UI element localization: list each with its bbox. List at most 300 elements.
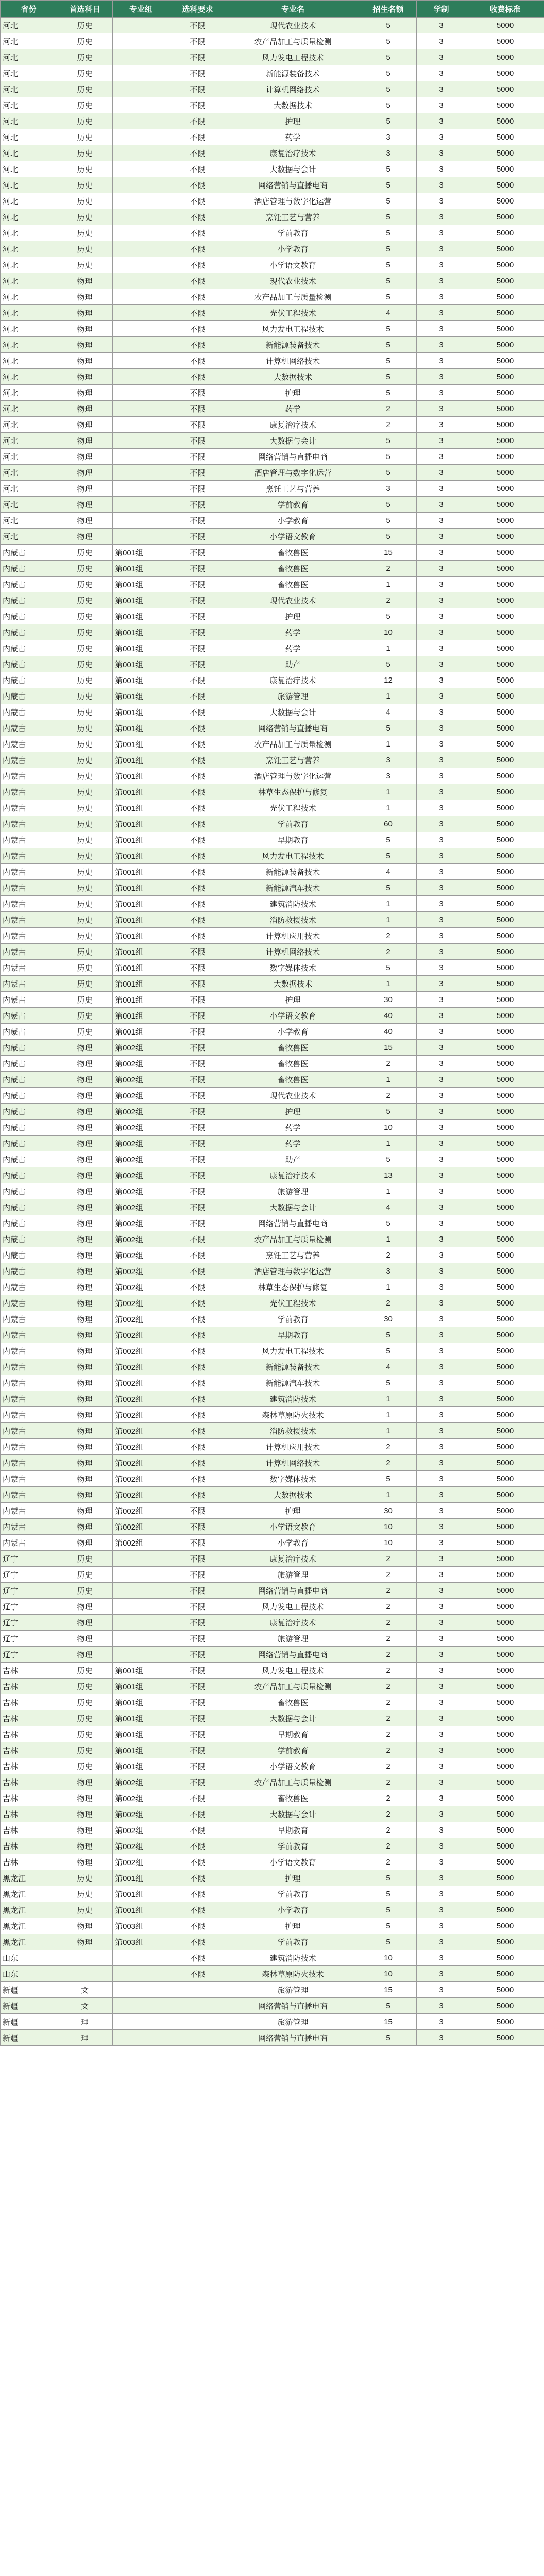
quota-cell: 1: [360, 1072, 417, 1088]
primary-subject-cell: 历史: [57, 1870, 113, 1886]
major-group-cell: 第002组: [113, 1423, 169, 1439]
tuition-cell: 5000: [466, 1359, 544, 1375]
major-name-cell: 林草生态保护与修复: [226, 784, 360, 800]
primary-subject-cell: 历史: [57, 1567, 113, 1583]
quota-cell: 2: [360, 1088, 417, 1104]
duration-cell: 3: [417, 433, 466, 449]
major-group-cell: 第001组: [113, 545, 169, 561]
primary-subject-cell: 历史: [57, 1742, 113, 1758]
major-group-cell: 第002组: [113, 1327, 169, 1343]
primary-subject-cell: 物理: [57, 513, 113, 529]
duration-cell: 3: [417, 1072, 466, 1088]
quota-cell: 5: [360, 289, 417, 305]
major-name-cell: 大数据与会计: [226, 161, 360, 177]
primary-subject-cell: 物理: [57, 1407, 113, 1423]
table-row: [1, 1407, 544, 1423]
major-group-cell: 第002组: [113, 1231, 169, 1247]
major-name-cell: 网络营销与直播电商: [226, 177, 360, 193]
major-group-cell: 第002组: [113, 1199, 169, 1215]
province-cell: 辽宁: [1, 1631, 57, 1647]
major-group-cell: 第002组: [113, 1487, 169, 1503]
major-name-cell: 小学语文教育: [226, 1854, 360, 1870]
province-cell: 辽宁: [1, 1551, 57, 1567]
major-group-cell: 第002组: [113, 1407, 169, 1423]
primary-subject-cell: 历史: [57, 113, 113, 129]
subject-requirement-cell: 不限: [169, 18, 226, 33]
major-name-cell: 农产品加工与质量检测: [226, 33, 360, 49]
major-group-cell: [113, 1647, 169, 1663]
quota-cell: 4: [360, 305, 417, 321]
primary-subject-cell: 物理: [57, 481, 113, 497]
duration-cell: 3: [417, 944, 466, 960]
province-cell: 河北: [1, 177, 57, 193]
primary-subject-cell: 物理: [57, 1854, 113, 1870]
province-cell: 内蒙古: [1, 592, 57, 608]
province-cell: 河北: [1, 225, 57, 241]
major-name-cell: 护理: [226, 1503, 360, 1519]
quota-cell: 5: [360, 880, 417, 896]
subject-requirement-cell: 不限: [169, 1615, 226, 1631]
province-cell: 内蒙古: [1, 1375, 57, 1391]
province-cell: 内蒙古: [1, 864, 57, 880]
major-name-cell: 小学教育: [226, 513, 360, 529]
tuition-cell: 5000: [466, 1247, 544, 1263]
major-name-cell: 小学语文教育: [226, 1758, 360, 1774]
quota-cell: 5: [360, 49, 417, 65]
province-cell: 内蒙古: [1, 928, 57, 944]
tuition-cell: 5000: [466, 1056, 544, 1072]
major-name-cell: 酒店管理与数字化运营: [226, 1263, 360, 1279]
tuition-cell: 5000: [466, 1647, 544, 1663]
tuition-cell: 5000: [466, 896, 544, 912]
subject-requirement-cell: 不限: [169, 1854, 226, 1870]
major-name-cell: 畜牧兽医: [226, 1694, 360, 1710]
primary-subject-cell: 历史: [57, 257, 113, 273]
quota-cell: 3: [360, 481, 417, 497]
duration-cell: 3: [417, 1104, 466, 1120]
table-row: [1, 1327, 544, 1343]
major-name-cell: 风力发电工程技术: [226, 1663, 360, 1679]
duration-cell: 3: [417, 1726, 466, 1742]
province-cell: 内蒙古: [1, 960, 57, 976]
quota-cell: 5: [360, 369, 417, 385]
duration-cell: 3: [417, 241, 466, 257]
major-group-cell: 第002组: [113, 1104, 169, 1120]
tuition-cell: 5000: [466, 273, 544, 289]
subject-requirement-cell: 不限: [169, 688, 226, 704]
duration-cell: 3: [417, 481, 466, 497]
tuition-cell: 5000: [466, 1167, 544, 1183]
province-cell: 河北: [1, 209, 57, 225]
quota-cell: 5: [360, 1998, 417, 2014]
province-cell: 辽宁: [1, 1647, 57, 1663]
duration-cell: 3: [417, 1742, 466, 1758]
subject-requirement-cell: 不限: [169, 1072, 226, 1088]
province-cell: 内蒙古: [1, 800, 57, 816]
subject-requirement-cell: 不限: [169, 1471, 226, 1487]
primary-subject-cell: 历史: [57, 976, 113, 992]
major-name-cell: 农产品加工与质量检测: [226, 736, 360, 752]
major-group-cell: [113, 417, 169, 433]
quota-cell: 1: [360, 784, 417, 800]
subject-requirement-cell: 不限: [169, 497, 226, 513]
tuition-cell: 5000: [466, 81, 544, 97]
subject-requirement-cell: 不限: [169, 1599, 226, 1615]
primary-subject-cell: 物理: [57, 1918, 113, 1934]
province-cell: 内蒙古: [1, 1391, 57, 1407]
subject-requirement-cell: 不限: [169, 49, 226, 65]
subject-requirement-cell: 不限: [169, 1918, 226, 1934]
quota-cell: 1: [360, 1391, 417, 1407]
duration-cell: 3: [417, 305, 466, 321]
table-row: [1, 880, 544, 896]
province-cell: 内蒙古: [1, 1487, 57, 1503]
major-group-cell: [113, 81, 169, 97]
primary-subject-cell: 历史: [57, 704, 113, 720]
duration-cell: 3: [417, 1088, 466, 1104]
duration-cell: 3: [417, 1758, 466, 1774]
subject-requirement-cell: 不限: [169, 145, 226, 161]
primary-subject-cell: 理: [57, 2014, 113, 2030]
tuition-cell: 5000: [466, 1375, 544, 1391]
major-name-cell: 光伏工程技术: [226, 800, 360, 816]
primary-subject-cell: 物理: [57, 1040, 113, 1056]
duration-cell: 3: [417, 1311, 466, 1327]
table-row: [1, 672, 544, 688]
duration-cell: 3: [417, 1567, 466, 1583]
duration-cell: 3: [417, 529, 466, 545]
major-group-cell: 第001组: [113, 976, 169, 992]
table-row: [1, 369, 544, 385]
primary-subject-cell: 物理: [57, 1183, 113, 1199]
province-cell: 河北: [1, 81, 57, 97]
tuition-cell: 5000: [466, 1183, 544, 1199]
subject-requirement-cell: 不限: [169, 193, 226, 209]
province-cell: 内蒙古: [1, 1231, 57, 1247]
province-cell: 内蒙古: [1, 736, 57, 752]
major-group-cell: [113, 33, 169, 49]
quota-cell: 2: [360, 592, 417, 608]
major-name-cell: 网络营销与直播电商: [226, 720, 360, 736]
subject-requirement-cell: 不限: [169, 1327, 226, 1343]
primary-subject-cell: 物理: [57, 449, 113, 465]
table-row: [1, 1647, 544, 1663]
duration-cell: 3: [417, 321, 466, 337]
major-group-cell: 第002组: [113, 1088, 169, 1104]
subject-requirement-cell: 不限: [169, 1886, 226, 1902]
primary-subject-cell: 历史: [57, 225, 113, 241]
subject-requirement-cell: [169, 2014, 226, 2030]
subject-requirement-cell: 不限: [169, 385, 226, 401]
major-group-cell: 第002组: [113, 1806, 169, 1822]
major-group-cell: 第001组: [113, 848, 169, 864]
major-name-cell: 护理: [226, 1104, 360, 1120]
primary-subject-cell: 文: [57, 1998, 113, 2014]
table-row: [1, 561, 544, 577]
major-name-cell: 烹饪工艺与营养: [226, 209, 360, 225]
duration-cell: 3: [417, 1503, 466, 1519]
quota-cell: 13: [360, 1167, 417, 1183]
major-group-cell: [113, 97, 169, 113]
table-row: [1, 976, 544, 992]
primary-subject-cell: 历史: [57, 577, 113, 592]
major-name-cell: 康复治疗技术: [226, 1167, 360, 1183]
major-group-cell: [113, 1583, 169, 1599]
quota-cell: 1: [360, 736, 417, 752]
table-row: [1, 353, 544, 369]
duration-cell: 3: [417, 1327, 466, 1343]
major-name-cell: 烹饪工艺与营养: [226, 481, 360, 497]
primary-subject-cell: 物理: [57, 1790, 113, 1806]
quota-cell: 5: [360, 113, 417, 129]
duration-cell: 3: [417, 1151, 466, 1167]
quota-cell: 2: [360, 944, 417, 960]
major-group-cell: [113, 2030, 169, 2046]
major-name-cell: 风力发电工程技术: [226, 321, 360, 337]
primary-subject-cell: 历史: [57, 161, 113, 177]
duration-cell: 3: [417, 1343, 466, 1359]
major-name-cell: 小学语文教育: [226, 257, 360, 273]
quota-cell: 5: [360, 241, 417, 257]
subject-requirement-cell: 不限: [169, 1710, 226, 1726]
province-cell: 内蒙古: [1, 1167, 57, 1183]
tuition-cell: 5000: [466, 417, 544, 433]
subject-requirement-cell: 不限: [169, 577, 226, 592]
major-name-cell: 烹饪工艺与营养: [226, 1247, 360, 1263]
duration-cell: 3: [417, 353, 466, 369]
primary-subject-cell: 历史: [57, 1726, 113, 1742]
province-cell: 内蒙古: [1, 1535, 57, 1551]
primary-subject-cell: 物理: [57, 1391, 113, 1407]
duration-cell: 3: [417, 1950, 466, 1966]
subject-requirement-cell: 不限: [169, 273, 226, 289]
major-group-cell: 第001组: [113, 832, 169, 848]
major-name-cell: 大数据与会计: [226, 1199, 360, 1215]
tuition-cell: 5000: [466, 1631, 544, 1647]
subject-requirement-cell: 不限: [169, 1104, 226, 1120]
subject-requirement-cell: 不限: [169, 561, 226, 577]
duration-cell: 3: [417, 592, 466, 608]
table-row: [1, 1423, 544, 1439]
major-group-cell: [113, 1599, 169, 1615]
subject-requirement-cell: 不限: [169, 1726, 226, 1742]
quota-cell: 2: [360, 1599, 417, 1615]
quota-cell: 15: [360, 1040, 417, 1056]
primary-subject-cell: 历史: [57, 1551, 113, 1567]
subject-requirement-cell: 不限: [169, 768, 226, 784]
tuition-cell: 5000: [466, 97, 544, 113]
major-group-cell: [113, 433, 169, 449]
province-cell: 河北: [1, 481, 57, 497]
primary-subject-cell: 物理: [57, 1806, 113, 1822]
primary-subject-cell: 物理: [57, 1199, 113, 1215]
table-row: [1, 1519, 544, 1535]
primary-subject-cell: 历史: [57, 624, 113, 640]
duration-cell: 3: [417, 1599, 466, 1615]
duration-cell: 3: [417, 561, 466, 577]
subject-requirement-cell: 不限: [169, 257, 226, 273]
major-name-cell: 畜牧兽医: [226, 1072, 360, 1088]
table-row: [1, 545, 544, 561]
province-cell: 内蒙古: [1, 1040, 57, 1056]
province-cell: 河北: [1, 49, 57, 65]
province-cell: 新疆: [1, 2014, 57, 2030]
duration-cell: 3: [417, 1040, 466, 1056]
tuition-cell: 5000: [466, 1902, 544, 1918]
table-row: [1, 273, 544, 289]
subject-requirement-cell: 不限: [169, 1407, 226, 1423]
major-name-cell: 早期教育: [226, 832, 360, 848]
duration-cell: 3: [417, 1647, 466, 1663]
province-cell: 内蒙古: [1, 545, 57, 561]
table-row: [1, 704, 544, 720]
duration-cell: 3: [417, 880, 466, 896]
primary-subject-cell: 物理: [57, 1279, 113, 1295]
primary-subject-cell: 历史: [57, 896, 113, 912]
tuition-cell: 5000: [466, 1471, 544, 1487]
major-name-cell: 学前教育: [226, 1311, 360, 1327]
province-cell: 内蒙古: [1, 1407, 57, 1423]
table-row: [1, 1934, 544, 1950]
table-row: [1, 465, 544, 481]
province-cell: 内蒙古: [1, 1183, 57, 1199]
quota-cell: 5: [360, 337, 417, 353]
major-group-cell: 第001组: [113, 784, 169, 800]
quota-cell: 2: [360, 1647, 417, 1663]
province-cell: 河北: [1, 513, 57, 529]
duration-cell: 3: [417, 608, 466, 624]
tuition-cell: 5000: [466, 1199, 544, 1215]
major-name-cell: 小学教育: [226, 1902, 360, 1918]
duration-cell: 3: [417, 449, 466, 465]
province-cell: 辽宁: [1, 1599, 57, 1615]
tuition-cell: 5000: [466, 960, 544, 976]
major-group-cell: 第002组: [113, 1167, 169, 1183]
primary-subject-cell: 历史: [57, 736, 113, 752]
table-row: [1, 768, 544, 784]
major-group-cell: [113, 497, 169, 513]
tuition-cell: 5000: [466, 1567, 544, 1583]
subject-requirement-cell: 不限: [169, 1742, 226, 1758]
subject-requirement-cell: 不限: [169, 1279, 226, 1295]
quota-cell: 2: [360, 1710, 417, 1726]
subject-requirement-cell: 不限: [169, 369, 226, 385]
primary-subject-cell: 历史: [57, 1663, 113, 1679]
major-group-cell: [113, 1615, 169, 1631]
table-row: [1, 497, 544, 513]
province-cell: 河北: [1, 465, 57, 481]
duration-cell: 3: [417, 656, 466, 672]
province-cell: 吉林: [1, 1710, 57, 1726]
quota-cell: 5: [360, 960, 417, 976]
table-row: [1, 752, 544, 768]
table-row: [1, 1774, 544, 1790]
table-row: [1, 1487, 544, 1503]
quota-cell: 4: [360, 1359, 417, 1375]
primary-subject-cell: 物理: [57, 1375, 113, 1391]
primary-subject-cell: 历史: [57, 928, 113, 944]
table-row: [1, 912, 544, 928]
major-name-cell: 学前教育: [226, 225, 360, 241]
subject-requirement-cell: 不限: [169, 640, 226, 656]
major-name-cell: 助产: [226, 1151, 360, 1167]
major-group-cell: 第002组: [113, 1343, 169, 1359]
primary-subject-cell: 历史: [57, 1758, 113, 1774]
tuition-cell: 5000: [466, 1998, 544, 2014]
major-name-cell: 小学教育: [226, 1535, 360, 1551]
duration-cell: 3: [417, 848, 466, 864]
quota-cell: 2: [360, 1455, 417, 1471]
duration-cell: 3: [417, 417, 466, 433]
duration-cell: 3: [417, 896, 466, 912]
tuition-cell: 5000: [466, 497, 544, 513]
tuition-cell: 5000: [466, 1439, 544, 1455]
province-cell: 新疆: [1, 1982, 57, 1998]
quota-cell: 4: [360, 704, 417, 720]
tuition-cell: 5000: [466, 1088, 544, 1104]
major-group-cell: 第001组: [113, 592, 169, 608]
major-name-cell: 学前教育: [226, 1838, 360, 1854]
quota-cell: 3: [360, 145, 417, 161]
table-row: [1, 433, 544, 449]
subject-requirement-cell: 不限: [169, 1024, 226, 1040]
province-cell: 河北: [1, 18, 57, 33]
major-name-cell: 畜牧兽医: [226, 1040, 360, 1056]
quota-cell: 5: [360, 1902, 417, 1918]
primary-subject-cell: 物理: [57, 1311, 113, 1327]
quota-cell: 5: [360, 385, 417, 401]
quota-cell: 5: [360, 81, 417, 97]
tuition-cell: 5000: [466, 529, 544, 545]
duration-cell: 3: [417, 225, 466, 241]
subject-requirement-cell: 不限: [169, 704, 226, 720]
major-group-cell: 第002组: [113, 1375, 169, 1391]
quota-cell: 3: [360, 768, 417, 784]
subject-requirement-cell: 不限: [169, 928, 226, 944]
province-cell: 内蒙古: [1, 1455, 57, 1471]
major-name-cell: 新能源装备技术: [226, 1359, 360, 1375]
quota-cell: 5: [360, 321, 417, 337]
major-group-cell: [113, 273, 169, 289]
quota-cell: 5: [360, 1471, 417, 1487]
tuition-cell: 5000: [466, 401, 544, 417]
table-row: [1, 289, 544, 305]
province-cell: 内蒙古: [1, 1503, 57, 1519]
major-group-cell: 第002组: [113, 1439, 169, 1455]
tuition-cell: 5000: [466, 305, 544, 321]
province-cell: 内蒙古: [1, 816, 57, 832]
major-name-cell: 旅游管理: [226, 1567, 360, 1583]
quota-cell: 1: [360, 800, 417, 816]
major-group-cell: 第002组: [113, 1295, 169, 1311]
duration-cell: 3: [417, 1167, 466, 1183]
major-group-cell: 第002组: [113, 1503, 169, 1519]
tuition-cell: 5000: [466, 1231, 544, 1247]
subject-requirement-cell: 不限: [169, 832, 226, 848]
table-row: [1, 1247, 544, 1263]
major-group-cell: 第001组: [113, 752, 169, 768]
major-group-cell: [113, 65, 169, 81]
duration-cell: 3: [417, 1199, 466, 1215]
table-row: [1, 1120, 544, 1136]
quota-cell: 5: [360, 1104, 417, 1120]
table-row: [1, 688, 544, 704]
province-cell: 内蒙古: [1, 672, 57, 688]
major-name-cell: 小学语文教育: [226, 1519, 360, 1535]
table-row: [1, 1918, 544, 1934]
primary-subject-cell: 物理: [57, 1647, 113, 1663]
major-group-cell: 第001组: [113, 896, 169, 912]
